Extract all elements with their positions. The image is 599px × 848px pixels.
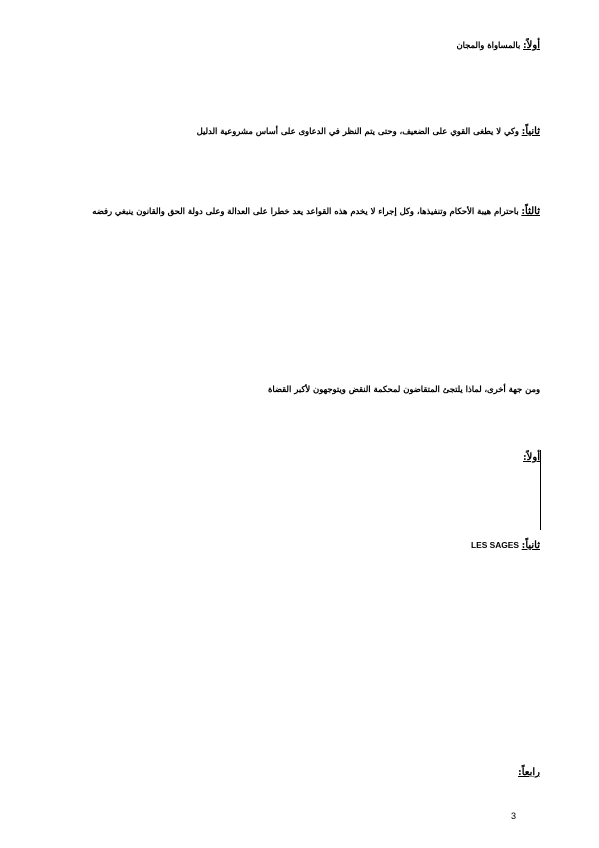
latin-term: LES SAGES — [471, 540, 519, 550]
section-fourth-heading: رابعاً: — [518, 767, 540, 778]
paragraph-2 — [62, 124, 540, 204]
paragraph-5 — [62, 382, 540, 442]
paragraph-3 — [62, 204, 540, 314]
paragraph-1-bold: بالمساواة والمجان — [456, 40, 521, 50]
heading-first: أولاً: — [522, 40, 540, 51]
heading-third: ثالثاً: — [521, 206, 540, 217]
section-fourth — [62, 765, 540, 813]
paragraph-1 — [62, 38, 540, 124]
paragraph-5-heading: ومن جهة أخرى، — [484, 384, 540, 394]
paragraph-4 — [62, 327, 540, 369]
paragraph-3-bold: باحترام هيبة الأحكام وتنفيذها، وكل إجراء لا يخدم هذه القواعد يعد خطرا على العدالة وعلى دولة الحق والقانون ينبغي رفضه — [92, 206, 519, 216]
boxed-heading: أولاً: — [522, 452, 540, 463]
section-second — [62, 538, 540, 756]
boxed-section — [62, 450, 541, 530]
section-second-heading: ثانياً: — [521, 540, 540, 551]
paragraph-2-bold: وكي لا يطغى القوي على الضعيف، وحتى يتم النظر في الدعاوى على أساس مشروعية الدليل — [196, 126, 519, 136]
paragraph-5-bold: لماذا يلتجئ المتقاضون لمحكمة النقض ويتوجهون لأكبر القضاة — [267, 384, 482, 394]
heading-second: ثانياً: — [521, 126, 540, 137]
page-number: 3 — [511, 811, 517, 821]
